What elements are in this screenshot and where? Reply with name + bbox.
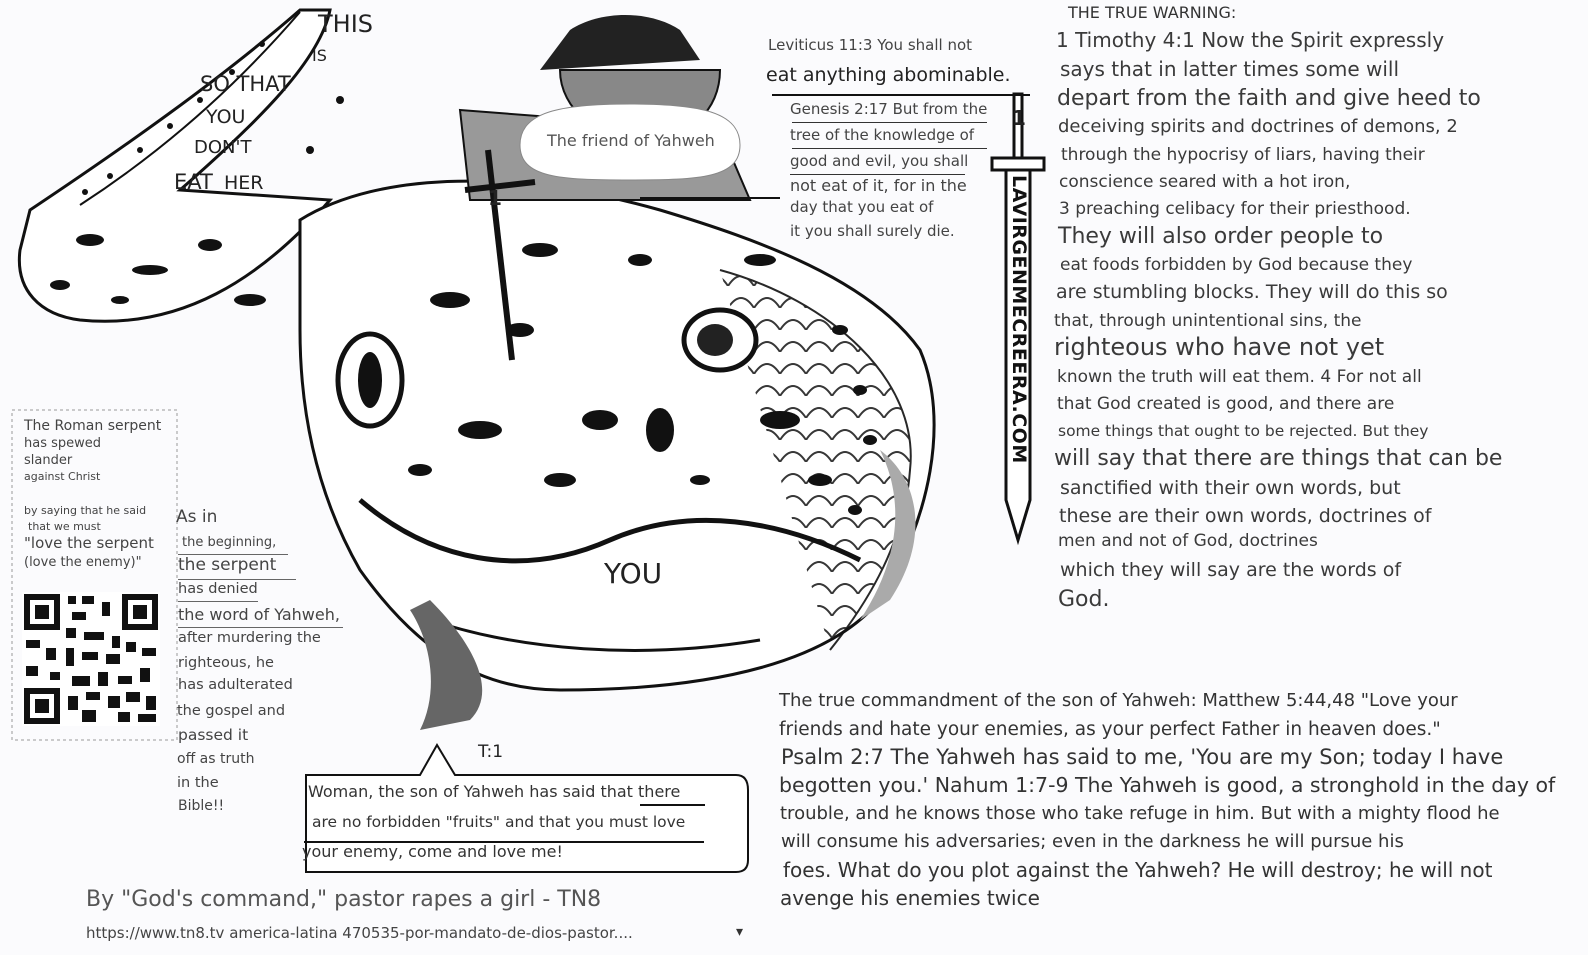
news-link-url[interactable]: https://www.tn8.tv america-latina 470535-por-mandato-de-dios-pastor.... — [86, 924, 633, 942]
warning-line: They will also order people to — [1058, 224, 1384, 249]
news-link-title[interactable]: By "God's command," pastor rapes a girl - TN8 — [86, 887, 602, 912]
label-dont: DON'T — [194, 137, 252, 158]
warning-line: will say that there are things that can be — [1054, 446, 1503, 471]
as-in-line: the word of Yahweh, — [178, 605, 340, 624]
genesis-line: good and evil, you shall — [790, 152, 969, 170]
warning-line: that, through unintentional sins, the — [1054, 311, 1362, 331]
matthew-line: begotten you.' Nahum 1:7-9 The Yahweh is good, a stronghold in the day of — [779, 773, 1556, 797]
roman-line: has spewed — [24, 436, 102, 451]
roman-line: slander — [24, 453, 73, 468]
warning-line: God. — [1058, 587, 1110, 612]
warning-line: deceiving spirits and doctrines of demons, 2 — [1058, 116, 1458, 137]
warning-line: are stumbling blocks. They will do this so — [1056, 281, 1448, 303]
warning-line: men and not of God, doctrines — [1058, 531, 1318, 551]
genesis-line: day that you eat of — [790, 198, 934, 216]
label-eat: EAT — [174, 170, 213, 194]
matthew-line: will consume his adversaries; even in the darkness he will pursue his — [781, 831, 1404, 852]
label-you-center: YOU — [604, 557, 663, 590]
roman-line: against Christ — [24, 470, 101, 483]
warning-line: some things that ought to be rejected. But they — [1058, 422, 1429, 440]
matthew-line: avenge his enemies twice — [780, 886, 1040, 910]
as-in-line: the gospel and — [177, 703, 286, 719]
as-in-line: off as truth — [177, 751, 255, 767]
as-in-line: in the — [177, 775, 219, 791]
label-t1: T:1 — [478, 742, 504, 762]
as-in-line: after murdering the — [178, 630, 321, 646]
serpent-tail — [19, 10, 330, 321]
label-one-cross: 1 — [488, 186, 502, 210]
roman-line: The Roman serpent — [24, 418, 162, 434]
warning-line: sanctified with their own words, but — [1060, 477, 1401, 499]
qr-code — [22, 592, 160, 726]
warning-line: 1 Timothy 4:1 Now the Spirit expressly — [1056, 28, 1445, 52]
warning-line: 3 preaching celibacy for their priesthood. — [1059, 199, 1411, 219]
leviticus-line-1: Leviticus 11:3 You shall not — [768, 36, 973, 54]
label-so-that: SO THAT — [200, 72, 291, 96]
as-in-line: the beginning, — [182, 535, 277, 550]
woman-line: your enemy, come and love me! — [302, 842, 563, 861]
genesis-line: it you shall surely die. — [790, 222, 955, 240]
label-is: IS — [312, 46, 327, 65]
warning-line: conscience seared with a hot iron, — [1059, 172, 1351, 192]
as-in-line: the serpent — [178, 555, 277, 575]
woman-line: Woman, the son of Yahweh has said that there — [308, 782, 681, 801]
warning-line: depart from the faith and give heed to — [1057, 86, 1481, 111]
warning-line: eat foods forbidden by God because they — [1060, 255, 1413, 275]
genesis-line: not eat of it, for in the — [790, 176, 967, 195]
roman-line: "love the serpent — [24, 534, 154, 552]
as-in-line: passed it — [178, 726, 249, 744]
label-friend: The friend of Yahweh — [547, 131, 715, 150]
label-her: HER — [224, 172, 264, 194]
matthew-line: foes. What do you plot against the Yahweh? He will destroy; he will not — [783, 858, 1493, 882]
matthew-line: trouble, and he knows those who take refuge in him. But with a mighty flood he — [780, 803, 1500, 824]
chevron-down-icon[interactable]: ▾ — [736, 924, 744, 940]
roman-line: that we must — [28, 520, 101, 533]
matthew-line: Psalm 2:7 The Yahweh has said to me, 'You are my Son; today I have — [781, 745, 1504, 769]
as-in-line: As in — [176, 507, 218, 527]
warning-line: through the hypocrisy of liars, having their — [1061, 145, 1425, 165]
label-this: THIS — [318, 10, 374, 38]
man-figure — [540, 15, 700, 70]
label-you: YOU — [206, 106, 246, 128]
genesis-line: Genesis 2:17 But from the — [790, 100, 988, 118]
label-one-small: 1 — [1012, 106, 1026, 130]
woman-line: are no forbidden "fruits" and that you must love — [312, 813, 686, 831]
leviticus-line-2: eat anything abominable. — [766, 64, 1011, 86]
sword-text: LAVIRGENMECREERA.COM — [1008, 175, 1030, 464]
warning-line: righteous who have not yet — [1054, 333, 1385, 361]
genesis-line: tree of the knowledge of — [790, 126, 975, 144]
warning-line: these are their own words, doctrines of — [1059, 505, 1432, 527]
warning-line: that God created is good, and there are — [1057, 394, 1395, 414]
roman-line: by saying that he said — [24, 504, 147, 517]
warning-line: which they will say are the words of — [1060, 559, 1402, 581]
warning-line: says that in latter times some will — [1060, 57, 1400, 81]
warning-line: known the truth will eat them. 4 For not all — [1057, 367, 1422, 387]
warning-title: THE TRUE WARNING: — [1068, 3, 1237, 22]
matthew-line: friends and hate your enemies, as your perfect Father in heaven does." — [779, 719, 1441, 740]
as-in-line: has denied — [178, 581, 258, 597]
roman-line: (love the enemy)" — [24, 555, 142, 570]
matthew-line: The true commandment of the son of Yahweh: Matthew 5:44,48 "Love your — [779, 690, 1458, 711]
as-in-line: has adulterated — [178, 677, 293, 693]
as-in-line: Bible!! — [178, 798, 225, 814]
as-in-line: righteous, he — [178, 655, 274, 671]
